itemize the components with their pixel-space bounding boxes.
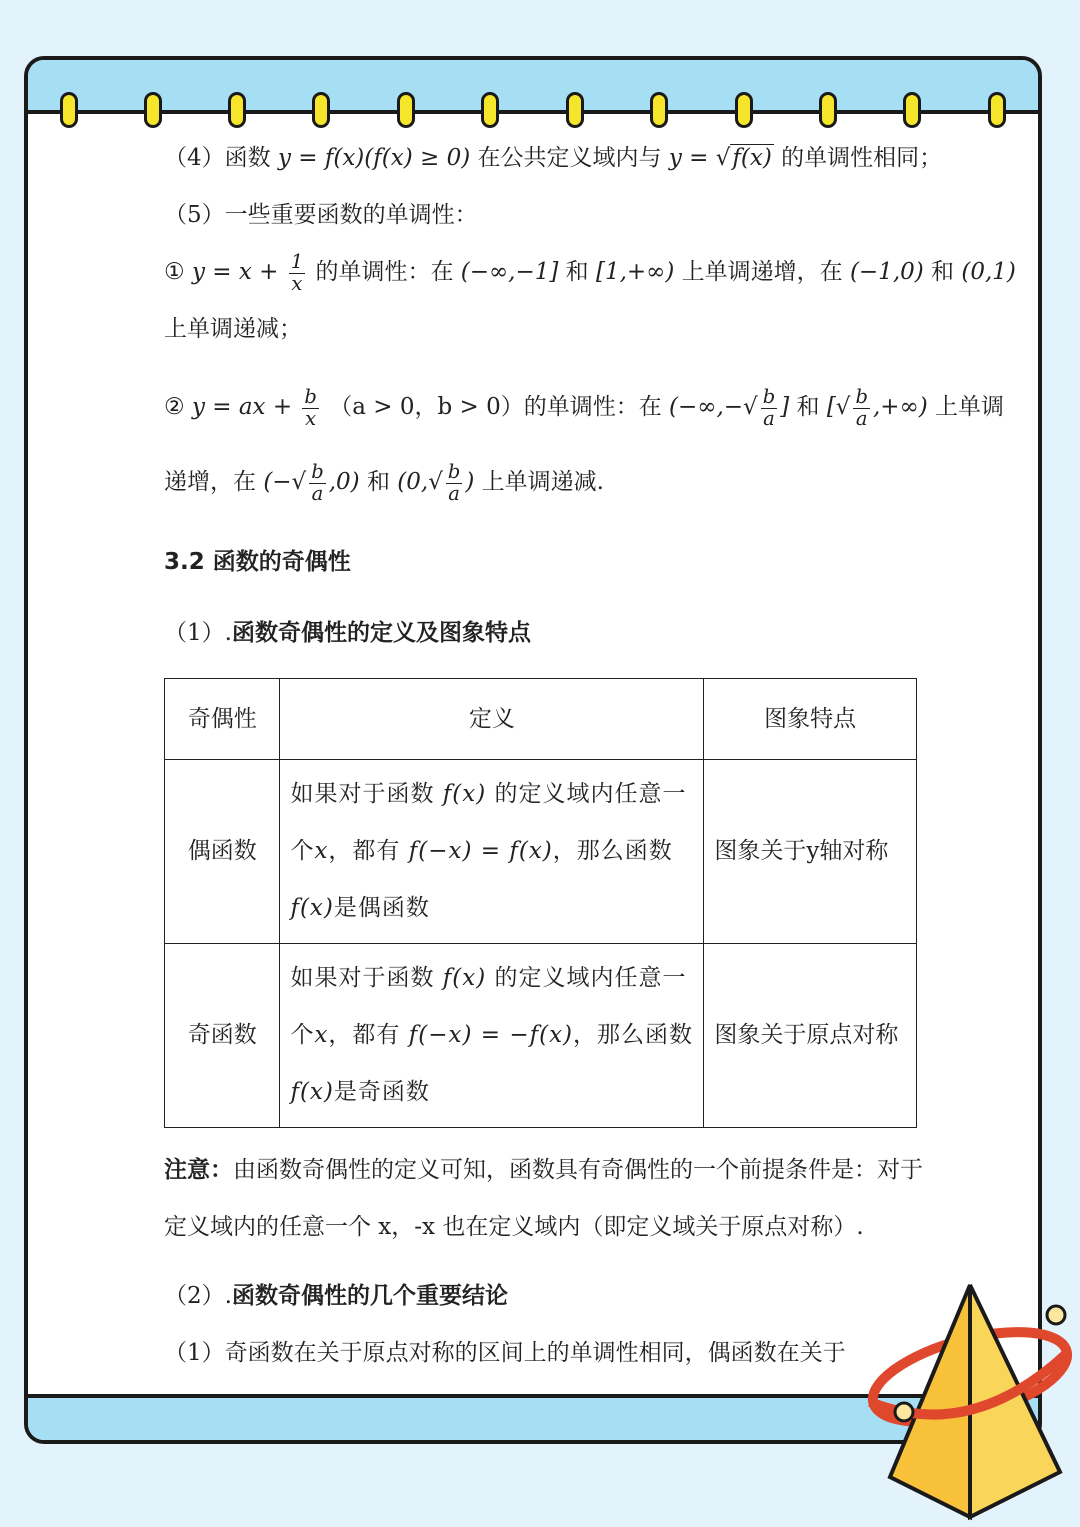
def-text: 的定义域内任意一个 xyxy=(290,781,687,864)
def-text: ，那么函数 xyxy=(573,1022,694,1048)
binder-ring xyxy=(60,92,78,128)
note-text: 由函数奇偶性的定义可知，函数具有奇偶性的一个前提条件是：对于定义域内的任意一个 x，-x 也在定义域内（即定义域关于原点对称）. xyxy=(164,1157,923,1240)
row-name: 偶函数 xyxy=(165,760,280,944)
binder-ring xyxy=(650,92,668,128)
and-word: 和 xyxy=(796,394,820,420)
table-header: 奇偶性 xyxy=(165,679,280,760)
and-word: 和 xyxy=(565,259,589,285)
binder-ring xyxy=(481,92,499,128)
subsection-2-text: 函数奇偶性的几个重要结论 xyxy=(231,1283,508,1309)
section-title: 3.2 函数的奇偶性 xyxy=(164,549,351,575)
and-word: 和 xyxy=(366,469,390,495)
binder-ring xyxy=(228,92,246,128)
binder-ring xyxy=(312,92,330,128)
formula-sqrt-fx: y = √f(x) xyxy=(668,145,772,171)
formula: f(x) xyxy=(290,1079,334,1105)
table-header: 定义 xyxy=(280,679,704,760)
formula: f(x) xyxy=(434,781,495,807)
def-text: 如果对于函数 xyxy=(290,781,435,807)
row-feature: 图象关于原点对称 xyxy=(704,944,917,1128)
formula: f(x) xyxy=(290,895,334,921)
sub-item-1-tail: 上单调递减； xyxy=(164,316,302,342)
interval: [1,+∞) xyxy=(595,259,675,285)
item-5 xyxy=(164,187,924,244)
last-line xyxy=(164,1325,924,1382)
formula-ax-plus-b-over-x: y = ax + $\frac{b}{x}$ xyxy=(191,384,317,430)
def-text: 如果对于函数 xyxy=(290,965,435,991)
and-word: 和 xyxy=(931,259,955,285)
sub-item-2-cont xyxy=(164,442,924,522)
sub-item-1-desc: 的单调性：在 xyxy=(315,259,454,285)
interval: [√ $\frac{b}{a}$ ,+∞) xyxy=(826,384,928,430)
item-4-mid: 在公共定义域内与 xyxy=(477,145,662,171)
notebook-top-bar xyxy=(28,60,1038,114)
formula: x xyxy=(314,1022,329,1048)
formula-fx-nonneg: y = f(x)(f(x) ≥ 0) xyxy=(277,145,471,171)
sub-item-2-tail1: 上单调 xyxy=(935,394,1005,420)
binder-ring xyxy=(819,92,837,128)
item-4 xyxy=(164,130,943,187)
binder-ring xyxy=(397,92,415,128)
binder-ring xyxy=(144,92,162,128)
interval: (0,√ $\frac{b}{a}$ ) xyxy=(397,459,475,505)
interval: (−1,0) xyxy=(849,259,924,285)
note-paragraph xyxy=(164,1142,924,1256)
sub-item-1-cont xyxy=(164,301,924,358)
table-row xyxy=(165,760,917,944)
sub-item-2-line2: 递增，在 xyxy=(164,469,256,495)
formula-x-plus-1-over-x: y = x + $\frac{1}{x}$ xyxy=(191,249,304,295)
parity-table xyxy=(164,678,917,1128)
subsection-1-text: 函数奇偶性的定义及图象特点 xyxy=(231,620,531,646)
interval: (−∞,−√ $\frac{b}{a}$ ] xyxy=(669,384,790,430)
table-header: 图象特点 xyxy=(704,679,917,760)
item-4-prefix: （4）函数 xyxy=(164,145,271,171)
formula: f(−x) = −f(x) xyxy=(400,1022,574,1048)
row-definition xyxy=(280,760,704,944)
formula: f(x) xyxy=(434,965,495,991)
def-text: ，都有 xyxy=(328,1022,401,1048)
row-feature: 图象关于y轴对称 xyxy=(704,760,917,944)
circled-one: ① xyxy=(164,259,185,285)
item-5-text: （5）一些重要函数的单调性： xyxy=(164,202,478,228)
binder-ring xyxy=(566,92,584,128)
sub-item-1 xyxy=(164,244,1016,301)
row-definition xyxy=(280,944,704,1128)
def-text: ，那么函数 xyxy=(552,838,673,864)
formula: f(−x) = f(x) xyxy=(400,838,553,864)
sub-item-2-tail2: 上单调递减. xyxy=(481,469,604,495)
subsection-1-title xyxy=(164,605,924,662)
note-label: 注意： xyxy=(164,1157,233,1183)
subsection-2-num: （2）. xyxy=(164,1283,232,1309)
def-text: ，都有 xyxy=(328,838,401,864)
interval: (0,1) xyxy=(961,259,1016,285)
table-row xyxy=(165,944,917,1128)
subsection-1-num: （1）. xyxy=(164,620,232,646)
pyramid-orbit-icon xyxy=(860,1267,1080,1527)
item-4-suffix: 的单调性相同； xyxy=(781,145,943,171)
circled-two: ② xyxy=(164,394,185,420)
sub-item-2-cond: （a > 0，b > 0）的单调性：在 xyxy=(329,394,662,420)
sub-item-1-increase: 上单调递增，在 xyxy=(681,259,843,285)
def-text: 是奇函数 xyxy=(333,1079,430,1105)
binder-ring xyxy=(735,92,753,128)
last-line-text: （1）奇函数在关于原点对称的区间上的单调性相同，偶函数在关于 xyxy=(164,1340,846,1366)
interval: (−√ $\frac{b}{a}$ ,0) xyxy=(263,459,360,505)
def-text: 是偶函数 xyxy=(333,895,430,921)
binder-ring xyxy=(988,92,1006,128)
table-header-row xyxy=(165,679,917,760)
row-name: 奇函数 xyxy=(165,944,280,1128)
def-text: 的定义域内任意一个 xyxy=(290,965,687,1048)
formula: x xyxy=(314,838,329,864)
interval: (−∞,−1] xyxy=(460,259,559,285)
sub-item-2 xyxy=(164,372,1005,442)
subsection-2-title xyxy=(164,1268,924,1325)
page-content xyxy=(164,128,1016,1382)
binder-ring xyxy=(903,92,921,128)
